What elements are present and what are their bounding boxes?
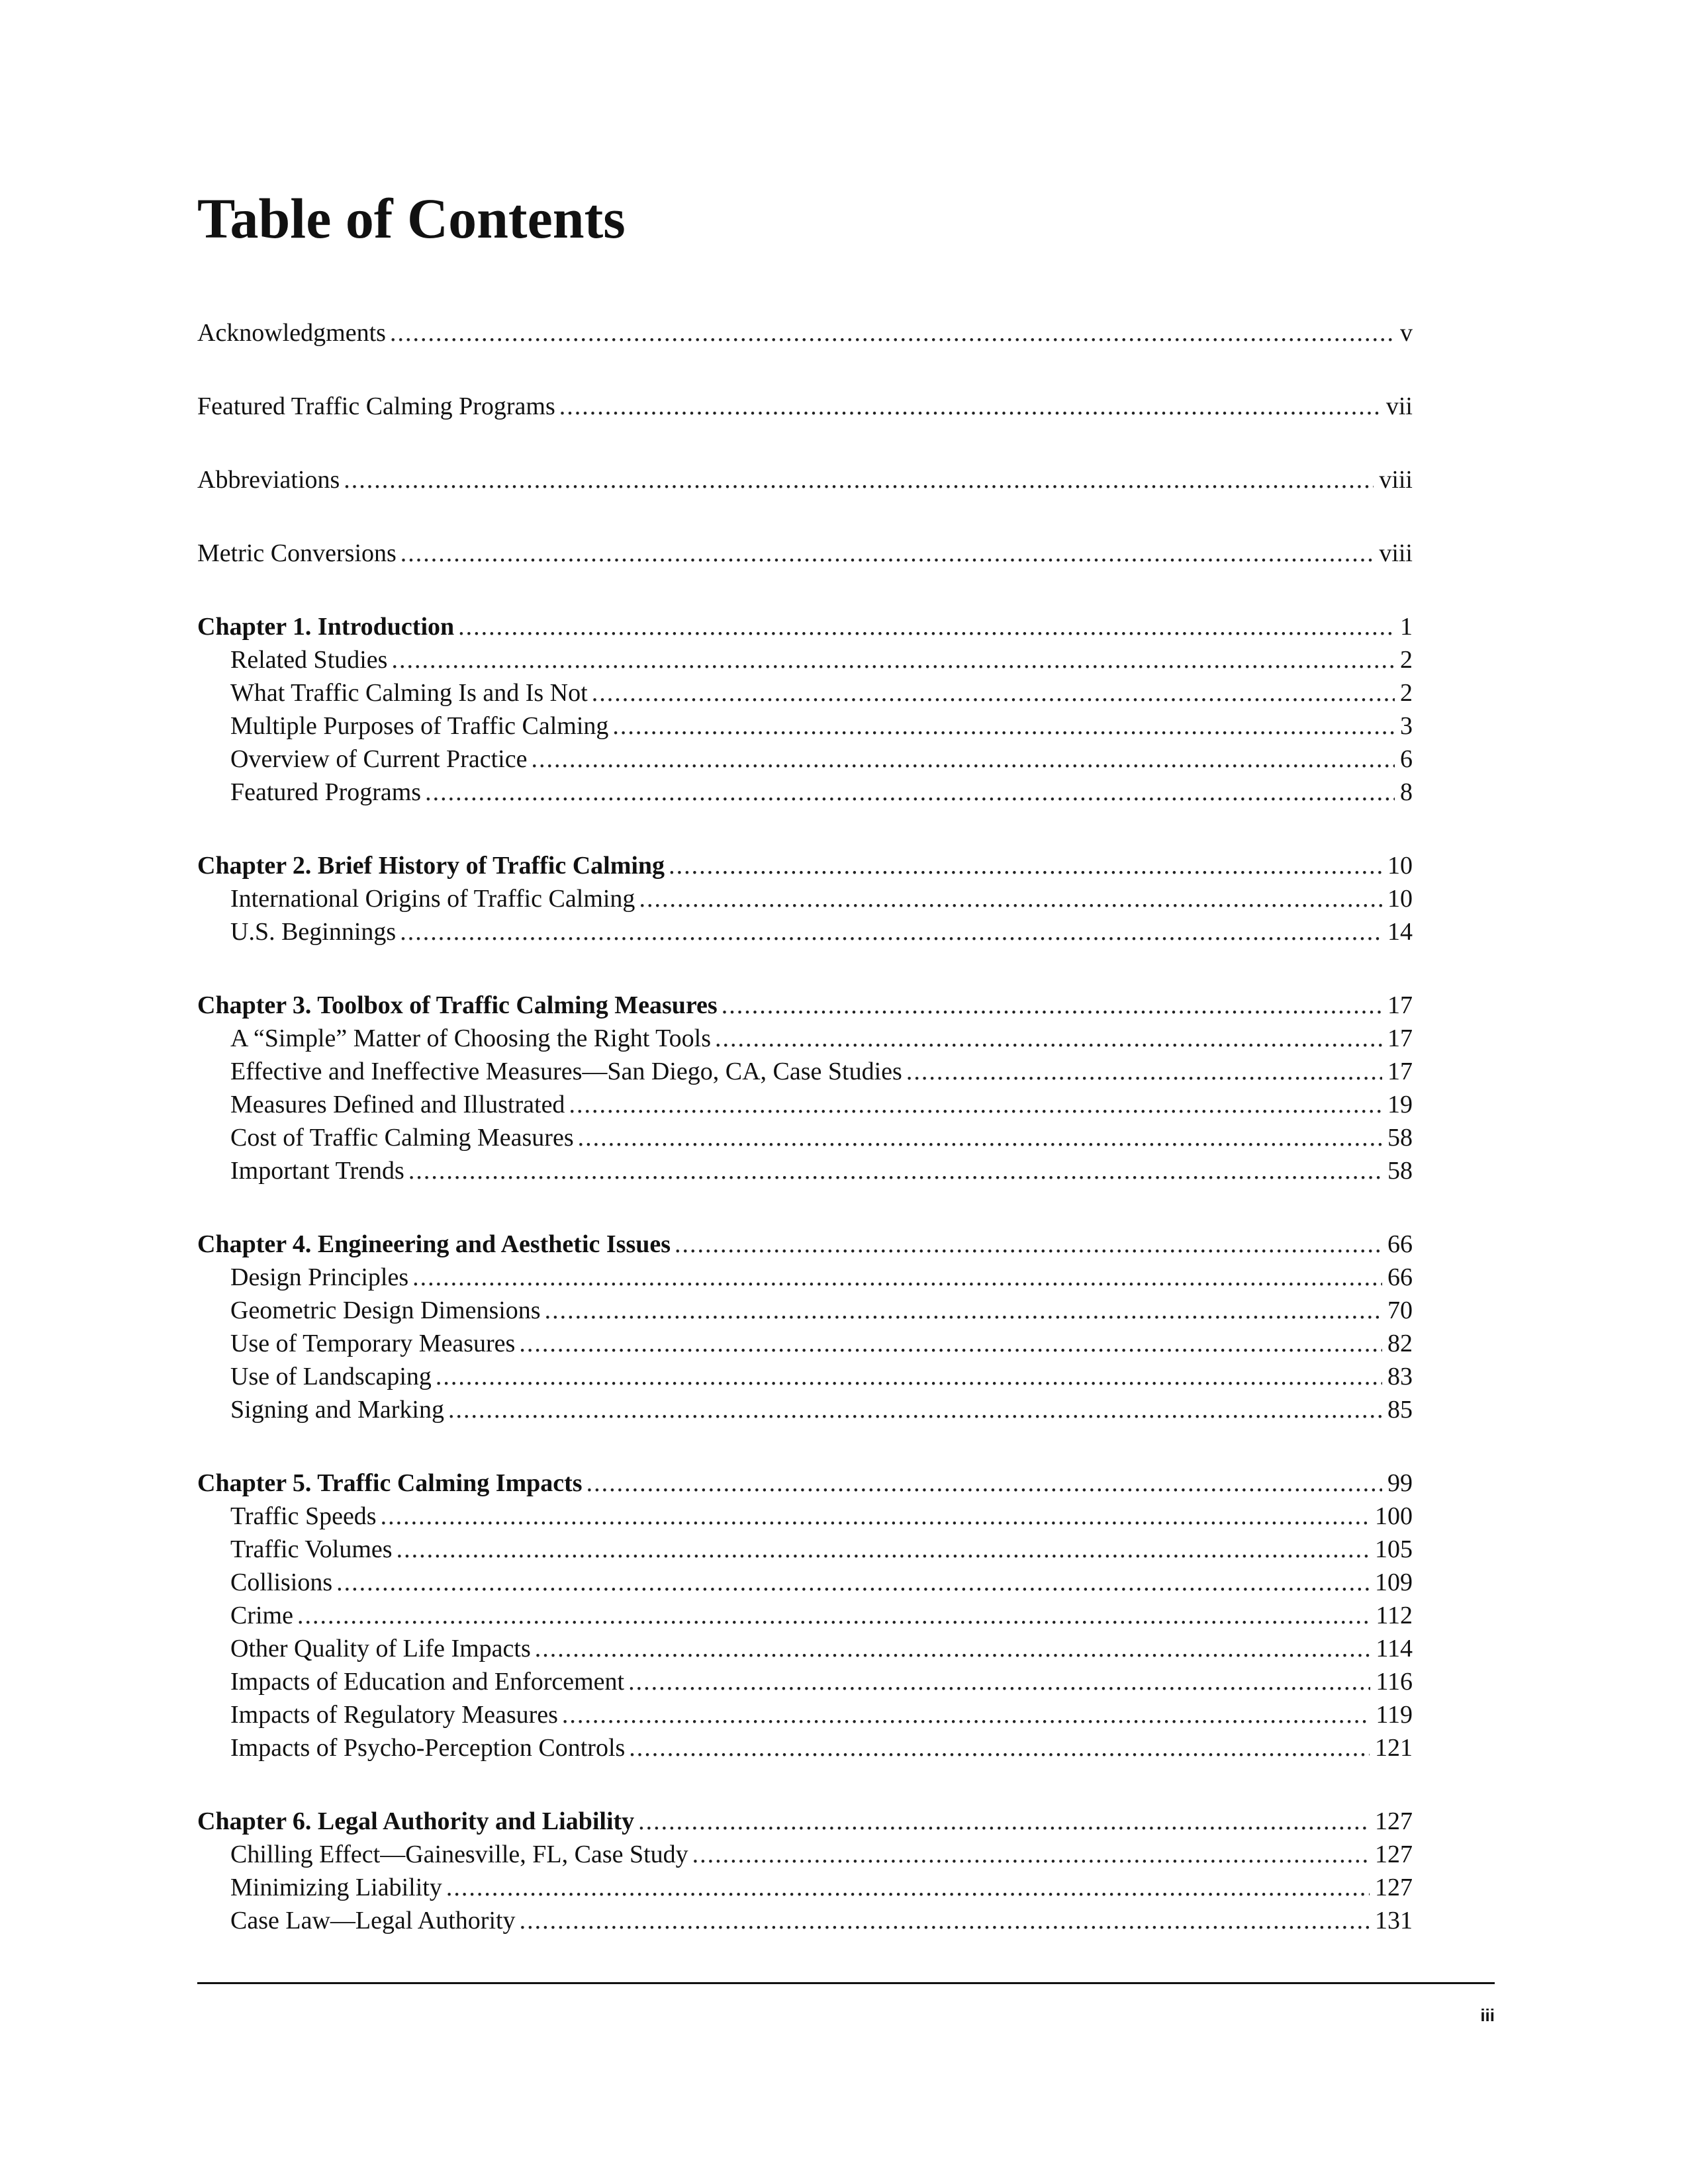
page-title: Table of Contents xyxy=(197,187,626,250)
footer-rule xyxy=(197,1982,1495,1984)
section-entry[interactable] xyxy=(197,1327,1413,1360)
section-page: 2 xyxy=(1400,679,1413,707)
chapter-heading[interactable] xyxy=(197,1228,1413,1261)
dot-leader xyxy=(531,743,1395,776)
dot-leader xyxy=(520,1904,1370,1937)
section-title: Cost of Traffic Calming Measures xyxy=(230,1124,574,1152)
chapter-title: Chapter 3. Toolbox of Traffic Calming Measures xyxy=(197,991,718,1019)
dot-leader xyxy=(458,610,1395,643)
section-page: 83 xyxy=(1387,1363,1413,1390)
section-title: Traffic Volumes xyxy=(230,1535,393,1563)
section-title: Measures Defined and Illustrated xyxy=(230,1091,565,1118)
dot-leader xyxy=(612,709,1395,743)
section-page: 66 xyxy=(1387,1263,1413,1291)
dot-leader xyxy=(336,1566,1370,1599)
section-title: Impacts of Education and Enforcement xyxy=(230,1668,625,1696)
section-entry[interactable] xyxy=(197,1055,1413,1088)
section-title: Featured Programs xyxy=(230,778,422,806)
section-page: 85 xyxy=(1387,1396,1413,1424)
toc-entry-abbreviations[interactable] xyxy=(197,463,1413,496)
section-entry[interactable] xyxy=(197,676,1413,709)
section-entry[interactable] xyxy=(197,1088,1413,1121)
dot-leader xyxy=(586,1467,1382,1500)
dot-leader xyxy=(722,989,1382,1022)
chapter-block-4 xyxy=(197,1228,1413,1426)
section-title: Important Trends xyxy=(230,1157,404,1185)
dot-leader xyxy=(569,1088,1382,1121)
dot-leader xyxy=(559,390,1381,423)
chapter-block-2 xyxy=(197,849,1413,948)
section-title: Design Principles xyxy=(230,1263,409,1291)
dot-leader xyxy=(578,1121,1382,1154)
section-entry[interactable] xyxy=(197,1698,1413,1731)
section-entry[interactable] xyxy=(197,1599,1413,1632)
section-page: 6 xyxy=(1400,745,1413,773)
section-page: 121 xyxy=(1375,1734,1413,1762)
chapter-heading[interactable] xyxy=(197,849,1413,882)
toc-entry-title: Acknowledgments xyxy=(197,319,386,347)
dot-leader xyxy=(675,1228,1382,1261)
section-entry[interactable] xyxy=(197,1838,1413,1871)
dot-leader xyxy=(400,537,1374,570)
toc-entry-title: Featured Traffic Calming Programs xyxy=(197,392,555,420)
section-title: Case Law—Legal Authority xyxy=(230,1907,516,1934)
dot-leader xyxy=(391,643,1395,676)
section-page: 112 xyxy=(1376,1602,1413,1629)
toc-entry-featured-programs[interactable] xyxy=(197,390,1413,423)
section-entry[interactable] xyxy=(197,709,1413,743)
section-title: Impacts of Regulatory Measures xyxy=(230,1701,558,1729)
section-title: U.S. Beginnings xyxy=(230,918,397,946)
chapter-page: 1 xyxy=(1400,613,1413,641)
toc-entry-page: v xyxy=(1400,319,1413,347)
toc-entry-title: Metric Conversions xyxy=(197,539,397,567)
dot-leader xyxy=(639,882,1382,915)
section-title: Use of Temporary Measures xyxy=(230,1330,516,1357)
section-title: Crime xyxy=(230,1602,293,1629)
dot-leader xyxy=(408,1154,1382,1187)
section-page: 58 xyxy=(1387,1124,1413,1152)
section-page: 17 xyxy=(1387,1058,1413,1085)
section-page: 119 xyxy=(1376,1701,1413,1729)
dot-leader xyxy=(397,1533,1370,1566)
chapter-heading[interactable] xyxy=(197,1467,1413,1500)
dot-leader xyxy=(692,1838,1370,1871)
chapter-title: Chapter 2. Brief History of Traffic Calming xyxy=(197,852,665,880)
toc-entry-metric-conversions[interactable] xyxy=(197,537,1413,570)
section-page: 109 xyxy=(1375,1569,1413,1596)
toc-entry-title: Abbreviations xyxy=(197,466,340,494)
section-entry[interactable] xyxy=(197,1731,1413,1764)
section-title: Geometric Design Dimensions xyxy=(230,1297,541,1324)
chapter-title: Chapter 5. Traffic Calming Impacts xyxy=(197,1469,583,1497)
section-title: Collisions xyxy=(230,1569,333,1596)
dot-leader xyxy=(629,1731,1370,1764)
section-entry[interactable] xyxy=(197,915,1413,948)
section-title: A “Simple” Matter of Choosing the Right Tools xyxy=(230,1024,711,1052)
dot-leader xyxy=(628,1665,1370,1698)
section-page: 19 xyxy=(1387,1091,1413,1118)
dot-leader xyxy=(592,676,1395,709)
section-page: 70 xyxy=(1387,1297,1413,1324)
chapter-block-5 xyxy=(197,1467,1413,1764)
section-entry[interactable] xyxy=(197,1566,1413,1599)
section-title: Impacts of Psycho-Perception Controls xyxy=(230,1734,626,1762)
chapter-title: Chapter 4. Engineering and Aesthetic Issues xyxy=(197,1230,671,1258)
table-of-contents xyxy=(197,316,1413,1937)
section-entry[interactable] xyxy=(197,1360,1413,1393)
dot-leader xyxy=(412,1261,1382,1294)
section-title: International Origins of Traffic Calming xyxy=(230,885,635,913)
section-page: 114 xyxy=(1376,1635,1413,1662)
section-entry[interactable] xyxy=(197,1533,1413,1566)
section-page: 131 xyxy=(1375,1907,1413,1934)
dot-leader xyxy=(400,915,1382,948)
section-title: Multiple Purposes of Traffic Calming xyxy=(230,712,609,740)
section-entry[interactable] xyxy=(197,776,1413,809)
section-entry[interactable] xyxy=(197,1121,1413,1154)
section-page: 127 xyxy=(1375,1841,1413,1868)
section-title: What Traffic Calming Is and Is Not xyxy=(230,679,588,707)
section-entry[interactable] xyxy=(197,1393,1413,1426)
dot-leader xyxy=(715,1022,1382,1055)
dot-leader xyxy=(638,1805,1370,1838)
section-page: 127 xyxy=(1375,1874,1413,1901)
section-page: 17 xyxy=(1387,1024,1413,1052)
section-page: 100 xyxy=(1375,1502,1413,1530)
chapter-heading[interactable] xyxy=(197,610,1413,643)
toc-entry-acknowledgments[interactable] xyxy=(197,316,1413,349)
section-entry[interactable] xyxy=(197,1500,1413,1533)
section-entry[interactable] xyxy=(197,1022,1413,1055)
section-page: 8 xyxy=(1400,778,1413,806)
dot-leader xyxy=(436,1360,1382,1393)
section-page: 14 xyxy=(1387,918,1413,946)
section-page: 10 xyxy=(1387,885,1413,913)
chapter-block-3 xyxy=(197,989,1413,1187)
section-page: 2 xyxy=(1400,646,1413,674)
dot-leader xyxy=(425,776,1395,809)
section-entry[interactable] xyxy=(197,1904,1413,1937)
chapter-title: Chapter 6. Legal Authority and Liability xyxy=(197,1807,635,1835)
dot-leader xyxy=(381,1500,1370,1533)
section-title: Signing and Marking xyxy=(230,1396,444,1424)
chapter-heading[interactable] xyxy=(197,1805,1413,1838)
section-title: Effective and Ineffective Measures—San Diego, CA, Case Studies xyxy=(230,1058,902,1085)
page-number: iii xyxy=(1480,2005,1495,2025)
dot-leader xyxy=(448,1393,1382,1426)
dot-leader xyxy=(669,849,1382,882)
section-entry[interactable] xyxy=(197,1261,1413,1294)
dot-leader xyxy=(344,463,1374,496)
section-page: 105 xyxy=(1375,1535,1413,1563)
section-page: 116 xyxy=(1376,1668,1413,1696)
dot-leader xyxy=(545,1294,1382,1327)
dot-leader xyxy=(535,1632,1371,1665)
section-entry[interactable] xyxy=(197,643,1413,676)
chapter-page: 66 xyxy=(1387,1230,1413,1258)
section-entry[interactable] xyxy=(197,1871,1413,1904)
dot-leader xyxy=(390,316,1395,349)
section-entry[interactable] xyxy=(197,882,1413,915)
toc-entry-page: viii xyxy=(1379,539,1413,567)
section-title: Overview of Current Practice xyxy=(230,745,528,773)
chapter-block-1 xyxy=(197,610,1413,809)
dot-leader xyxy=(562,1698,1370,1731)
section-title: Traffic Speeds xyxy=(230,1502,377,1530)
chapter-title: Chapter 1. Introduction xyxy=(197,613,455,641)
chapter-page: 127 xyxy=(1375,1807,1413,1835)
dot-leader xyxy=(519,1327,1382,1360)
section-title: Chilling Effect—Gainesville, FL, Case Study xyxy=(230,1841,688,1868)
section-page: 3 xyxy=(1400,712,1413,740)
chapter-block-6 xyxy=(197,1805,1413,1937)
section-page: 82 xyxy=(1387,1330,1413,1357)
chapter-heading[interactable] xyxy=(197,989,1413,1022)
section-entry[interactable] xyxy=(197,743,1413,776)
section-page: 58 xyxy=(1387,1157,1413,1185)
chapter-page: 17 xyxy=(1387,991,1413,1019)
section-title: Other Quality of Life Impacts xyxy=(230,1635,531,1662)
section-entry[interactable] xyxy=(197,1632,1413,1665)
section-entry[interactable] xyxy=(197,1665,1413,1698)
chapter-page: 10 xyxy=(1387,852,1413,880)
section-entry[interactable] xyxy=(197,1154,1413,1187)
toc-entry-page: viii xyxy=(1379,466,1413,494)
toc-entry-page: vii xyxy=(1385,392,1413,420)
section-entry[interactable] xyxy=(197,1294,1413,1327)
dot-leader xyxy=(297,1599,1370,1632)
dot-leader xyxy=(906,1055,1382,1088)
section-title: Related Studies xyxy=(230,646,388,674)
section-title: Minimizing Liability xyxy=(230,1874,442,1901)
section-title: Use of Landscaping xyxy=(230,1363,432,1390)
dot-leader xyxy=(446,1871,1370,1904)
chapter-page: 99 xyxy=(1387,1469,1413,1497)
